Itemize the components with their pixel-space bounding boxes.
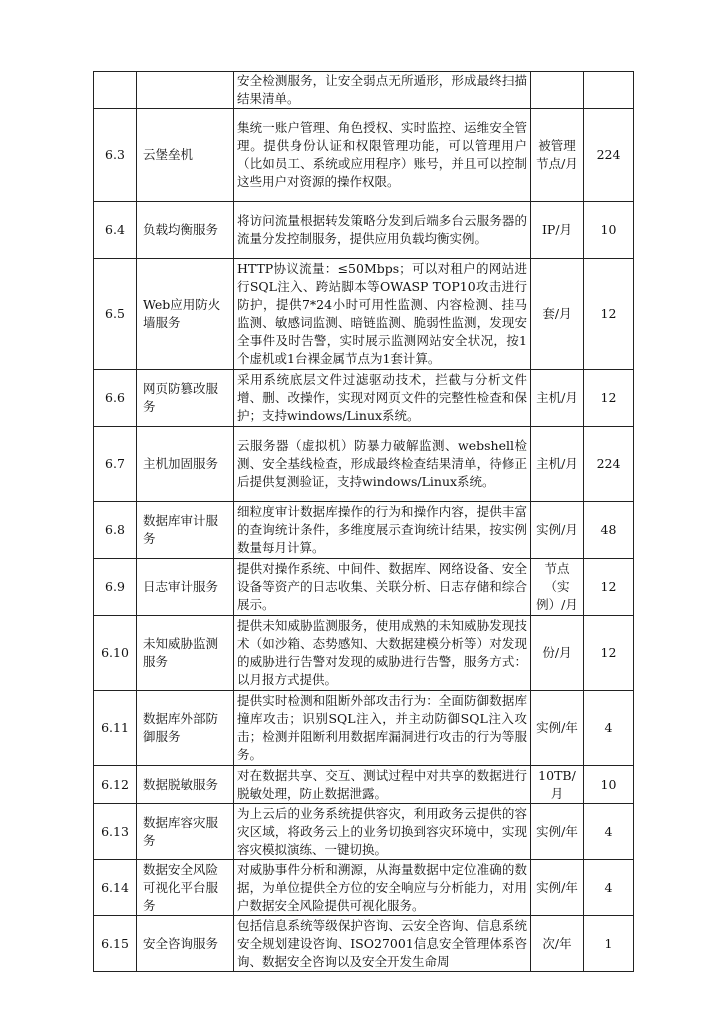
service-table [93,71,634,972]
row-number: 6.4 [94,202,137,259]
service-unit: 次/年 [531,916,584,972]
service-name: 负载均衡服务 [137,202,234,259]
row-number: 6.7 [94,427,137,502]
service-unit: 实例/月 [531,502,584,559]
service-name: 数据库外部防御服务 [137,691,234,766]
service-quantity: 12 [584,370,634,427]
service-description: 提供实时检测和阻断外部攻击行为：全面防御数据库撞库攻击；识别SQL注入，并主动防御SQL注入攻击；检测并阻断利用数据库漏洞进行攻击的行为等服务。 [234,691,531,766]
table-row [94,766,634,804]
service-description: 采用系统底层文件过滤驱动技术，拦截与分析文件增、删、改操作，实现对网页文件的完整性检查和保护；支持windows/Linux系统。 [234,370,531,427]
service-quantity: 224 [584,109,634,202]
service-description: 提供对操作系统、中间件、数据库、网络设备、安全设备等资产的日志收集、关联分析、日志存储和综合展示。 [234,559,531,616]
service-quantity: 48 [584,502,634,559]
table-row [94,559,634,616]
service-name: 云堡垒机 [137,109,234,202]
service-quantity: 10 [584,766,634,804]
service-unit: 节点（实例）/月 [531,559,584,616]
row-number: 6.15 [94,916,137,972]
service-name: 未知威胁监测服务 [137,616,234,691]
table-row [94,259,634,370]
row-number: 6.5 [94,259,137,370]
service-description: 细粒度审计数据库操作的行为和操作内容，提供丰富的查询统计条件，多维度展示查询统计结果，按实例数量每月计算。 [234,502,531,559]
table-row [94,691,634,766]
row-number: 6.12 [94,766,137,804]
service-name: 网页防篡改服务 [137,370,234,427]
service-unit: IP/月 [531,202,584,259]
service-quantity: 4 [584,804,634,860]
service-name: 数据库审计服务 [137,502,234,559]
service-unit: 主机/月 [531,427,584,502]
table-row [94,916,634,972]
table-row [94,72,634,109]
service-unit: 实例/年 [531,860,584,916]
service-description: 包括信息系统等级保护咨询、云安全咨询、信息系统安全规划建设咨询、ISO27001信息安全管理体系咨询、数据安全咨询以及安全开发生命周 [234,916,531,972]
service-unit: 套/月 [531,259,584,370]
table-row [94,616,634,691]
service-description: 将访问流量根据转发策略分发到后端多台云服务器的流量分发控制服务，提供应用负载均衡实例。 [234,202,531,259]
row-number: 6.9 [94,559,137,616]
service-quantity: 4 [584,691,634,766]
service-name: Web应用防火墙服务 [137,259,234,370]
service-unit: 份/月 [531,616,584,691]
service-quantity: 4 [584,860,634,916]
service-name: 数据脱敏服务 [137,766,234,804]
table-row [94,804,634,860]
desc-cell: 安全检测服务，让安全弱点无所遁形，形成最终扫描结果清单。 [234,72,531,109]
row-number: 6.6 [94,370,137,427]
table-row [94,427,634,502]
row-number: 6.8 [94,502,137,559]
service-unit: 被管理节点/月 [531,109,584,202]
table-row [94,109,634,202]
row-number: 6.14 [94,860,137,916]
service-description: 提供未知威胁监测服务，使用成熟的未知威胁发现技术（如沙箱、态势感知、大数据建模分析等）对发现的威胁进行告警对发现的威胁进行告警，服务方式：以月报方式提供。 [234,616,531,691]
service-name: 数据库容灾服务 [137,804,234,860]
row-number: 6.3 [94,109,137,202]
service-quantity: 12 [584,616,634,691]
service-quantity: 12 [584,559,634,616]
service-unit: 实例/年 [531,804,584,860]
service-description: 为上云后的业务系统提供容灾，利用政务云提供的容灾区域，将政务云上的业务切换到容灾环境中，实现容灾模拟演练、一键切换。 [234,804,531,860]
service-name: 日志审计服务 [137,559,234,616]
row-number: 6.13 [94,804,137,860]
service-quantity: 224 [584,427,634,502]
service-name: 安全咨询服务 [137,916,234,972]
row-number: 6.11 [94,691,137,766]
table-row [94,502,634,559]
service-description: 集统一账户管理、角色授权、实时监控、运维安全管理。提供身份认证和权限管理功能，可以管理用户（比如员工、系统或应用程序）账号，并且可以控制这些用户对资源的操作权限。 [234,109,531,202]
service-unit: 实例/年 [531,691,584,766]
service-quantity: 12 [584,259,634,370]
service-name: 主机加固服务 [137,427,234,502]
table-row [94,202,634,259]
service-quantity: 10 [584,202,634,259]
service-description: 对在数据共享、交互、测试过程中对共享的数据进行脱敏处理，防止数据泄露。 [234,766,531,804]
service-description: HTTP协议流量：≤50Mbps；可以对租户的网站进行SQL注入、跨站脚本等OWASP TOP10攻击进行防护，提供7*24小时可用性监测、内容检测、挂马监测、敏感词监测、暗链监测、脆弱性监测，发现安全事件及时告警，实时展示监测网站安全状况，按1个虚机或1台裸金属节点为1套计算。 [234,259,531,370]
row-number: 6.10 [94,616,137,691]
service-description: 对威胁事件分析和溯源，从海量数据中定位准确的数据，为单位提供全方位的安全响应与分析能力，对用户数据安全风险提供可视化服务。 [234,860,531,916]
service-name: 数据安全风险可视化平台服务 [137,860,234,916]
table-row [94,370,634,427]
service-unit: 主机/月 [531,370,584,427]
service-description: 云服务器（虚拟机）防暴力破解监测、webshell检测、安全基线检查，形成最终检查结果清单，待修正后提供复测验证，支持windows/Linux系统。 [234,427,531,502]
table-row [94,860,634,916]
service-quantity: 1 [584,916,634,972]
service-unit: 10TB/月 [531,766,584,804]
